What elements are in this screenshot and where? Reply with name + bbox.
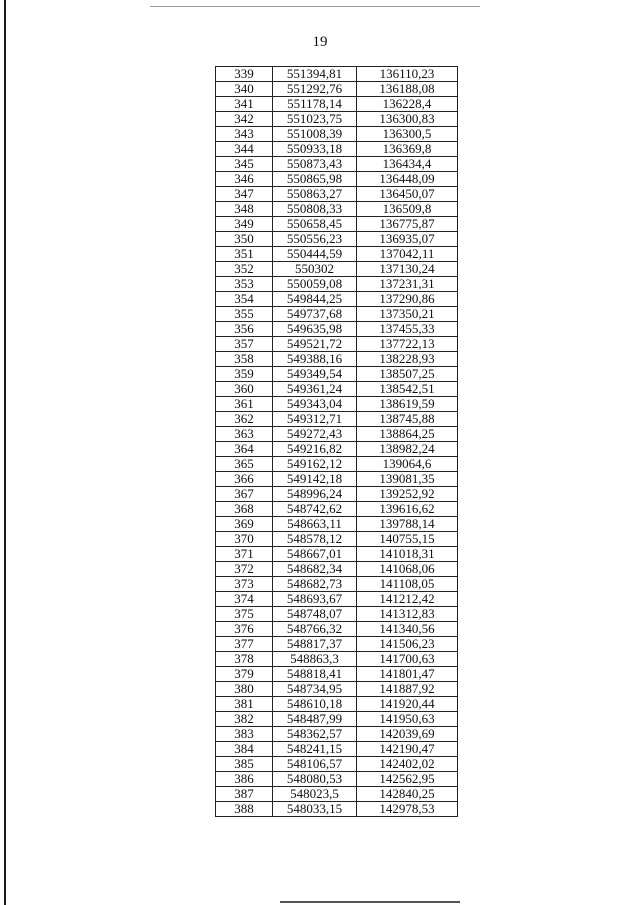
point-number-cell: 352 <box>216 262 273 277</box>
y-coordinate-cell: 141887,92 <box>357 682 458 697</box>
x-coordinate-cell: 549142,18 <box>273 472 357 487</box>
table-row <box>216 157 458 172</box>
x-coordinate-cell: 548663,11 <box>273 517 357 532</box>
y-coordinate-cell: 136300,5 <box>357 127 458 142</box>
y-coordinate-cell: 141018,31 <box>357 547 458 562</box>
table-row <box>216 712 458 727</box>
point-number-cell: 348 <box>216 202 273 217</box>
table-row <box>216 142 458 157</box>
table-row <box>216 172 458 187</box>
table-row <box>216 277 458 292</box>
x-coordinate-cell: 549272,43 <box>273 427 357 442</box>
x-coordinate-cell: 548667,01 <box>273 547 357 562</box>
point-number-cell: 374 <box>216 592 273 607</box>
y-coordinate-cell: 141700,63 <box>357 652 458 667</box>
point-number-cell: 345 <box>216 157 273 172</box>
table-row <box>216 307 458 322</box>
table-row <box>216 742 458 757</box>
point-number-cell: 367 <box>216 487 273 502</box>
table-row <box>216 442 458 457</box>
x-coordinate-cell: 548487,99 <box>273 712 357 727</box>
point-number-cell: 350 <box>216 232 273 247</box>
point-number-cell: 361 <box>216 397 273 412</box>
y-coordinate-cell: 138542,51 <box>357 382 458 397</box>
table-row <box>216 562 458 577</box>
x-coordinate-cell: 551292,76 <box>273 82 357 97</box>
point-number-cell: 341 <box>216 97 273 112</box>
table-row <box>216 262 458 277</box>
y-coordinate-cell: 136775,87 <box>357 217 458 232</box>
point-number-cell: 347 <box>216 187 273 202</box>
y-coordinate-cell: 137455,33 <box>357 322 458 337</box>
table-row <box>216 352 458 367</box>
y-coordinate-cell: 137290,86 <box>357 292 458 307</box>
y-coordinate-cell: 136110,23 <box>357 67 458 82</box>
table-row <box>216 517 458 532</box>
point-number-cell: 344 <box>216 142 273 157</box>
point-number-cell: 380 <box>216 682 273 697</box>
point-number-cell: 346 <box>216 172 273 187</box>
x-coordinate-cell: 548742,62 <box>273 502 357 517</box>
point-number-cell: 377 <box>216 637 273 652</box>
coordinates-table-body <box>216 67 458 817</box>
table-row <box>216 697 458 712</box>
x-coordinate-cell: 551023,75 <box>273 112 357 127</box>
y-coordinate-cell: 141068,06 <box>357 562 458 577</box>
x-coordinate-cell: 549312,71 <box>273 412 357 427</box>
x-coordinate-cell: 548241,15 <box>273 742 357 757</box>
x-coordinate-cell: 548748,07 <box>273 607 357 622</box>
table-row <box>216 532 458 547</box>
point-number-cell: 343 <box>216 127 273 142</box>
point-number-cell: 378 <box>216 652 273 667</box>
x-coordinate-cell: 551394,81 <box>273 67 357 82</box>
x-coordinate-cell: 550556,23 <box>273 232 357 247</box>
table-row <box>216 232 458 247</box>
point-number-cell: 376 <box>216 622 273 637</box>
x-coordinate-cell: 551178,14 <box>273 97 357 112</box>
x-coordinate-cell: 548682,73 <box>273 577 357 592</box>
x-coordinate-cell: 548023,5 <box>273 787 357 802</box>
table-row <box>216 187 458 202</box>
x-coordinate-cell: 550873,43 <box>273 157 357 172</box>
table-row <box>216 427 458 442</box>
y-coordinate-cell: 136509,8 <box>357 202 458 217</box>
point-number-cell: 383 <box>216 727 273 742</box>
y-coordinate-cell: 142190,47 <box>357 742 458 757</box>
y-coordinate-cell: 136228,4 <box>357 97 458 112</box>
table-row <box>216 322 458 337</box>
y-coordinate-cell: 136935,07 <box>357 232 458 247</box>
x-coordinate-cell: 550444,59 <box>273 247 357 262</box>
point-number-cell: 339 <box>216 67 273 82</box>
point-number-cell: 382 <box>216 712 273 727</box>
point-number-cell: 340 <box>216 82 273 97</box>
y-coordinate-cell: 138228,93 <box>357 352 458 367</box>
table-row <box>216 682 458 697</box>
point-number-cell: 358 <box>216 352 273 367</box>
point-number-cell: 386 <box>216 772 273 787</box>
x-coordinate-cell: 549737,68 <box>273 307 357 322</box>
scan-left-edge <box>4 0 6 905</box>
y-coordinate-cell: 141312,83 <box>357 607 458 622</box>
table-row <box>216 82 458 97</box>
point-number-cell: 368 <box>216 502 273 517</box>
x-coordinate-cell: 549521,72 <box>273 337 357 352</box>
point-number-cell: 355 <box>216 307 273 322</box>
x-coordinate-cell: 548033,15 <box>273 802 357 817</box>
table-row <box>216 607 458 622</box>
y-coordinate-cell: 138982,24 <box>357 442 458 457</box>
table-row <box>216 367 458 382</box>
x-coordinate-cell: 549844,25 <box>273 292 357 307</box>
point-number-cell: 365 <box>216 457 273 472</box>
y-coordinate-cell: 137231,31 <box>357 277 458 292</box>
point-number-cell: 369 <box>216 517 273 532</box>
table-row <box>216 202 458 217</box>
table-row <box>216 457 458 472</box>
y-coordinate-cell: 142562,95 <box>357 772 458 787</box>
table-row <box>216 757 458 772</box>
y-coordinate-cell: 141108,05 <box>357 577 458 592</box>
table-row <box>216 652 458 667</box>
point-number-cell: 384 <box>216 742 273 757</box>
x-coordinate-cell: 549635,98 <box>273 322 357 337</box>
x-coordinate-cell: 548766,32 <box>273 622 357 637</box>
point-number-cell: 381 <box>216 697 273 712</box>
y-coordinate-cell: 136450,07 <box>357 187 458 202</box>
x-coordinate-cell: 548578,12 <box>273 532 357 547</box>
x-coordinate-cell: 550933,18 <box>273 142 357 157</box>
y-coordinate-cell: 142039,69 <box>357 727 458 742</box>
table-row <box>216 787 458 802</box>
x-coordinate-cell: 548863,3 <box>273 652 357 667</box>
table-row <box>216 412 458 427</box>
y-coordinate-cell: 138745,88 <box>357 412 458 427</box>
point-number-cell: 371 <box>216 547 273 562</box>
point-number-cell: 366 <box>216 472 273 487</box>
x-coordinate-cell: 548682,34 <box>273 562 357 577</box>
point-number-cell: 387 <box>216 787 273 802</box>
y-coordinate-cell: 139788,14 <box>357 517 458 532</box>
y-coordinate-cell: 140755,15 <box>357 532 458 547</box>
table-row <box>216 337 458 352</box>
page-number: 19 <box>312 34 328 50</box>
y-coordinate-cell: 136448,09 <box>357 172 458 187</box>
x-coordinate-cell: 548818,41 <box>273 667 357 682</box>
table-row <box>216 802 458 817</box>
y-coordinate-cell: 136369,8 <box>357 142 458 157</box>
point-number-cell: 363 <box>216 427 273 442</box>
x-coordinate-cell: 548106,57 <box>273 757 357 772</box>
point-number-cell: 357 <box>216 337 273 352</box>
point-number-cell: 353 <box>216 277 273 292</box>
table-row <box>216 127 458 142</box>
table-row <box>216 592 458 607</box>
y-coordinate-cell: 141920,44 <box>357 697 458 712</box>
y-coordinate-cell: 137722,13 <box>357 337 458 352</box>
y-coordinate-cell: 139252,92 <box>357 487 458 502</box>
x-coordinate-cell: 548734,95 <box>273 682 357 697</box>
point-number-cell: 385 <box>216 757 273 772</box>
table-row <box>216 577 458 592</box>
x-coordinate-cell: 549216,82 <box>273 442 357 457</box>
y-coordinate-cell: 139616,62 <box>357 502 458 517</box>
y-coordinate-cell: 141212,42 <box>357 592 458 607</box>
x-coordinate-cell: 550302 <box>273 262 357 277</box>
table-row <box>216 667 458 682</box>
y-coordinate-cell: 142978,53 <box>357 802 458 817</box>
x-coordinate-cell: 548996,24 <box>273 487 357 502</box>
y-coordinate-cell: 139081,35 <box>357 472 458 487</box>
table-row <box>216 112 458 127</box>
point-number-cell: 364 <box>216 442 273 457</box>
table-row <box>216 622 458 637</box>
x-coordinate-cell: 550658,45 <box>273 217 357 232</box>
point-number-cell: 351 <box>216 247 273 262</box>
table-row <box>216 97 458 112</box>
point-number-cell: 375 <box>216 607 273 622</box>
y-coordinate-cell: 142402,02 <box>357 757 458 772</box>
x-coordinate-cell: 548080,53 <box>273 772 357 787</box>
point-number-cell: 370 <box>216 532 273 547</box>
table-row <box>216 217 458 232</box>
y-coordinate-cell: 136188,08 <box>357 82 458 97</box>
y-coordinate-cell: 137350,21 <box>357 307 458 322</box>
y-coordinate-cell: 141340,56 <box>357 622 458 637</box>
table-row <box>216 727 458 742</box>
x-coordinate-cell: 549388,16 <box>273 352 357 367</box>
x-coordinate-cell: 551008,39 <box>273 127 357 142</box>
table-row <box>216 247 458 262</box>
point-number-cell: 360 <box>216 382 273 397</box>
x-coordinate-cell: 549349,54 <box>273 367 357 382</box>
table-row <box>216 772 458 787</box>
x-coordinate-cell: 548610,18 <box>273 697 357 712</box>
point-number-cell: 356 <box>216 322 273 337</box>
table-row <box>216 502 458 517</box>
coordinates-table <box>215 66 458 817</box>
point-number-cell: 372 <box>216 562 273 577</box>
table-row <box>216 637 458 652</box>
x-coordinate-cell: 548362,57 <box>273 727 357 742</box>
y-coordinate-cell: 136300,83 <box>357 112 458 127</box>
table-row <box>216 382 458 397</box>
point-number-cell: 362 <box>216 412 273 427</box>
y-coordinate-cell: 136434,4 <box>357 157 458 172</box>
scan-top-line <box>150 6 480 7</box>
table-row <box>216 67 458 82</box>
y-coordinate-cell: 141506,23 <box>357 637 458 652</box>
point-number-cell: 379 <box>216 667 273 682</box>
y-coordinate-cell: 142840,25 <box>357 787 458 802</box>
y-coordinate-cell: 138507,25 <box>357 367 458 382</box>
y-coordinate-cell: 141801,47 <box>357 667 458 682</box>
table-row <box>216 472 458 487</box>
x-coordinate-cell: 549162,12 <box>273 457 357 472</box>
y-coordinate-cell: 137130,24 <box>357 262 458 277</box>
table-row <box>216 397 458 412</box>
point-number-cell: 388 <box>216 802 273 817</box>
table-row <box>216 487 458 502</box>
x-coordinate-cell: 550865,98 <box>273 172 357 187</box>
y-coordinate-cell: 137042,11 <box>357 247 458 262</box>
point-number-cell: 354 <box>216 292 273 307</box>
x-coordinate-cell: 550808,33 <box>273 202 357 217</box>
x-coordinate-cell: 549343,04 <box>273 397 357 412</box>
y-coordinate-cell: 138864,25 <box>357 427 458 442</box>
table-row <box>216 547 458 562</box>
y-coordinate-cell: 139064,6 <box>357 457 458 472</box>
x-coordinate-cell: 550059,08 <box>273 277 357 292</box>
table-row <box>216 292 458 307</box>
point-number-cell: 359 <box>216 367 273 382</box>
x-coordinate-cell: 548693,67 <box>273 592 357 607</box>
y-coordinate-cell: 141950,63 <box>357 712 458 727</box>
x-coordinate-cell: 549361,24 <box>273 382 357 397</box>
point-number-cell: 349 <box>216 217 273 232</box>
y-coordinate-cell: 138619,59 <box>357 397 458 412</box>
x-coordinate-cell: 550863,27 <box>273 187 357 202</box>
scan-bottom-line <box>280 901 460 903</box>
x-coordinate-cell: 548817,37 <box>273 637 357 652</box>
point-number-cell: 342 <box>216 112 273 127</box>
point-number-cell: 373 <box>216 577 273 592</box>
